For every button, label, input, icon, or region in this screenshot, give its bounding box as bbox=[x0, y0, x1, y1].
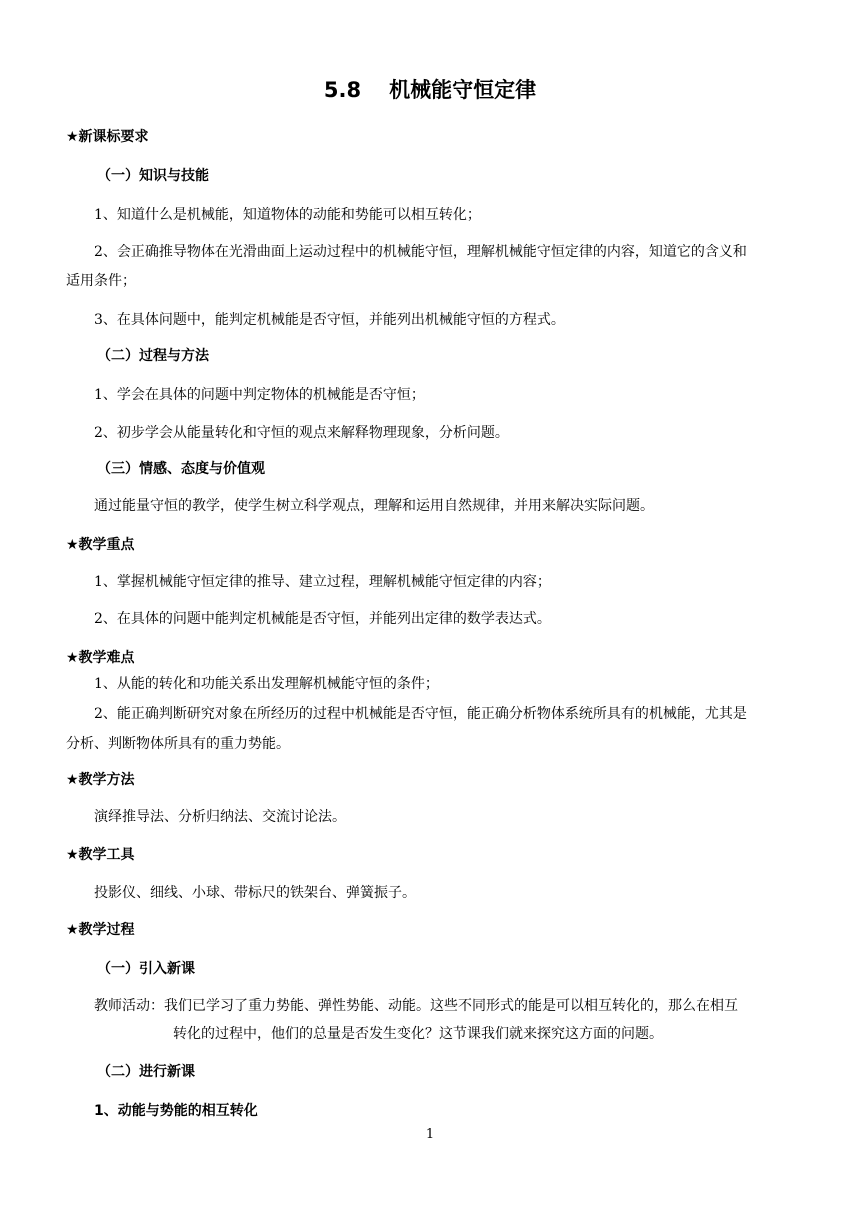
paragraph: 1、从能的转化和功能关系出发理解机械能守恒的条件； bbox=[94, 676, 439, 692]
paragraph-continuation: 分析、判断物体所具有的重力势能。 bbox=[66, 736, 290, 752]
page-title bbox=[0, 76, 860, 104]
paragraph: 投影仪、细线、小球、带标尺的铁架台、弹簧振子。 bbox=[94, 885, 416, 901]
heading-curriculum-requirements: ★新课标要求 bbox=[66, 129, 149, 145]
paragraph: 1、知道什么是机械能，知道物体的动能和势能可以相互转化； bbox=[94, 207, 481, 223]
paragraph: 2、初步学会从能量转化和守恒的观点来解释物理现象，分析问题。 bbox=[94, 425, 509, 441]
paragraph: 2、会正确推导物体在光滑曲面上运动过程中的机械能守恒，理解机械能守恒定律的内容，知道它的含义和 bbox=[94, 244, 747, 260]
paragraph: 1、掌握机械能守恒定律的推导、建立过程，理解机械能守恒定律的内容； bbox=[94, 574, 551, 590]
heading-teaching-focus: ★教学重点 bbox=[66, 537, 135, 553]
paragraph: 教师活动：我们已学习了重力势能、弹性势能、动能。这些不同形式的能是可以相互转化的，那么在相互 bbox=[94, 998, 738, 1014]
subheading-process-methods: （二）过程与方法 bbox=[97, 348, 209, 364]
paragraph: 演绎推导法、分析归纳法、交流讨论法。 bbox=[94, 809, 346, 825]
heading-teaching-difficulty: ★教学难点 bbox=[66, 650, 135, 666]
page-number: 1 bbox=[425, 1127, 435, 1142]
heading-teaching-tools: ★教学工具 bbox=[66, 847, 135, 863]
paragraph-continuation: 适用条件； bbox=[66, 273, 136, 289]
paragraph: 2、在具体的问题中能判定机械能是否守恒，并能列出定律的数学表达式。 bbox=[94, 611, 551, 627]
heading-teaching-process: ★教学过程 bbox=[66, 922, 135, 938]
subheading-attitudes-values: （三）情感、态度与价值观 bbox=[97, 461, 265, 477]
paragraph: 2、能正确判断研究对象在所经历的过程中机械能是否守恒，能正确分析物体系统所具有的机械能，尤其是 bbox=[94, 706, 747, 722]
subheading-energy-conversion: 1、动能与势能的相互转化 bbox=[94, 1103, 258, 1119]
subheading-new-lesson: （二）进行新课 bbox=[97, 1064, 195, 1080]
heading-teaching-method: ★教学方法 bbox=[66, 772, 135, 788]
title-text: 机械能守恒定律 bbox=[389, 78, 537, 102]
title-number: 5.8 bbox=[323, 78, 362, 102]
paragraph: 1、学会在具体的问题中判定物体的机械能是否守恒； bbox=[94, 387, 425, 403]
paragraph: 通过能量守恒的教学，使学生树立科学观点，理解和运用自然规律，并用来解决实际问题。 bbox=[94, 498, 654, 514]
subheading-knowledge-skills: （一）知识与技能 bbox=[97, 168, 209, 184]
paragraph: 3、在具体问题中，能判定机械能是否守恒，并能列出机械能守恒的方程式。 bbox=[94, 312, 565, 328]
subheading-introduce-lesson: （一）引入新课 bbox=[97, 961, 195, 977]
paragraph-continuation: 转化的过程中，他们的总量是否发生变化？这节课我们就来探究这方面的问题。 bbox=[173, 1026, 663, 1042]
